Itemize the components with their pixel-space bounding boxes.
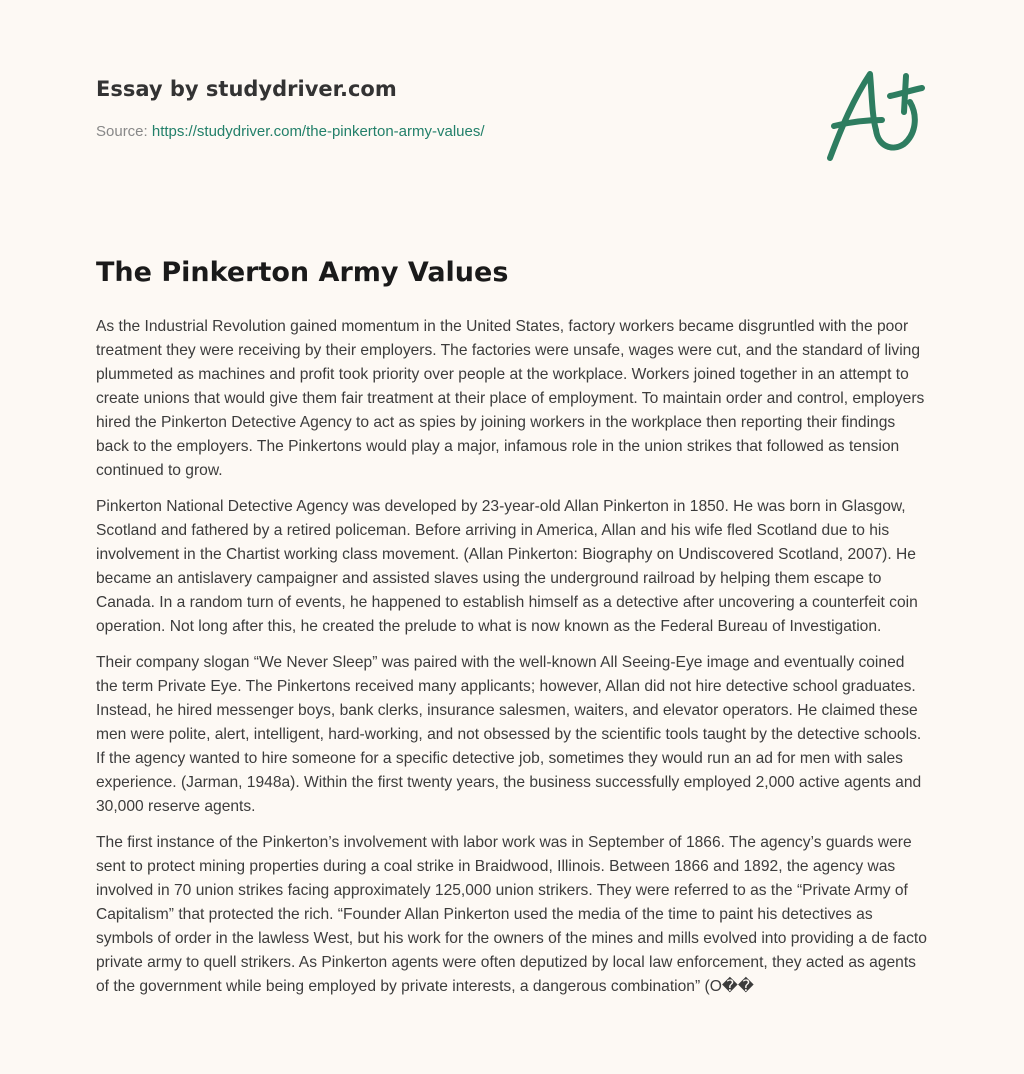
essay-title: The Pinkerton Army Values — [96, 257, 509, 288]
source-link[interactable]: https://studydriver.com/the-pinkerton-army-values/ — [151, 123, 485, 140]
source-label: Source: — [96, 123, 152, 140]
essay-header — [96, 74, 796, 142]
site-title: Essay by studydriver.com — [96, 77, 397, 101]
essay-paragraph: As the Industrial Revolution gained momentum in the United States, factory workers became disgruntled with the poor treatment they were receiving by their employers. The factories were unsafe, wages were cut, and the standard of living plummeted as machines and profit took priority over people at the workplace. Workers joined together in an attempt to create unions that would give them fair treatment at their place of employment. To maintain order and control, employers hired the Pinkerton Detective Agency to act as spies by joining workers in the workplace then reporting their findings back to the employers. The Pinkertons would play a major, infamous role in the union strikes that followed as tension continued to grow. — [96, 318, 925, 479]
a-plus-grade-icon — [820, 66, 930, 166]
essay-paragraph: Pinkerton National Detective Agency was developed by 23-year-old Allan Pinkerton in 1850. He was born in Glasgow, Scotland and fathered by a retired policeman. Before arriving in America, Allan and his wife fled Scotland due to his involvement in the Chartist working class movement. (Allan Pinkerton: Biography on Undiscovered Scotland, 2007). He became an antislavery campaigner and assisted slaves using the underground railroad by helping them escape to Canada. In a random turn of events, he happened to establish himself as a detective after uncovering a counterfeit coin operation. Not long after this, he created the prelude to what is now known as the Federal Bureau of Investigation. — [96, 498, 918, 635]
essay-paragraph: The first instance of the Pinkerton’s involvement with labor work was in September of 1866. The agency’s guards were sent to protect mining properties during a coal strike in Braidwood, Illinois. Between 1866 and 1892, the agency was involved in 70 union strikes facing approximately 125,000 union strikers. They were referred to as the “Private Army of Capitalism” that protected the rich. “Founder Allan Pinkerton used the media of the time to paint his detectives as symbols of order in the lawless West, but his work for the owners of the mines and mills evolved into providing a de facto private army to quell strikers. As Pinkerton agents were often deputized by local law enforcement, they acted as agents of the government while being employed by private interests, a dangerous combination” (O�� — [96, 834, 927, 995]
essay-paragraph: Their company slogan “We Never Sleep” was paired with the well-known All Seeing-Eye image and eventually coined the term Private Eye. The Pinkertons received many applicants; however, Allan did not hire detective school graduates. Instead, he hired messenger boys, bank clerks, insurance salesmen, waiters, and elevator operators. He claimed these men were polite, alert, intelligent, hard-working, and not obsessed by the scientific tools taught by the detective schools. If the agency wanted to hire someone for a specific detective job, sometimes they would run an ad for men with sales experience. (Jarman, 1948a). Within the first twenty years, the business successfully employed 2,000 active agents and 30,000 reserve agents. — [96, 654, 922, 815]
essay-body — [96, 315, 928, 1011]
source-line — [96, 122, 796, 142]
